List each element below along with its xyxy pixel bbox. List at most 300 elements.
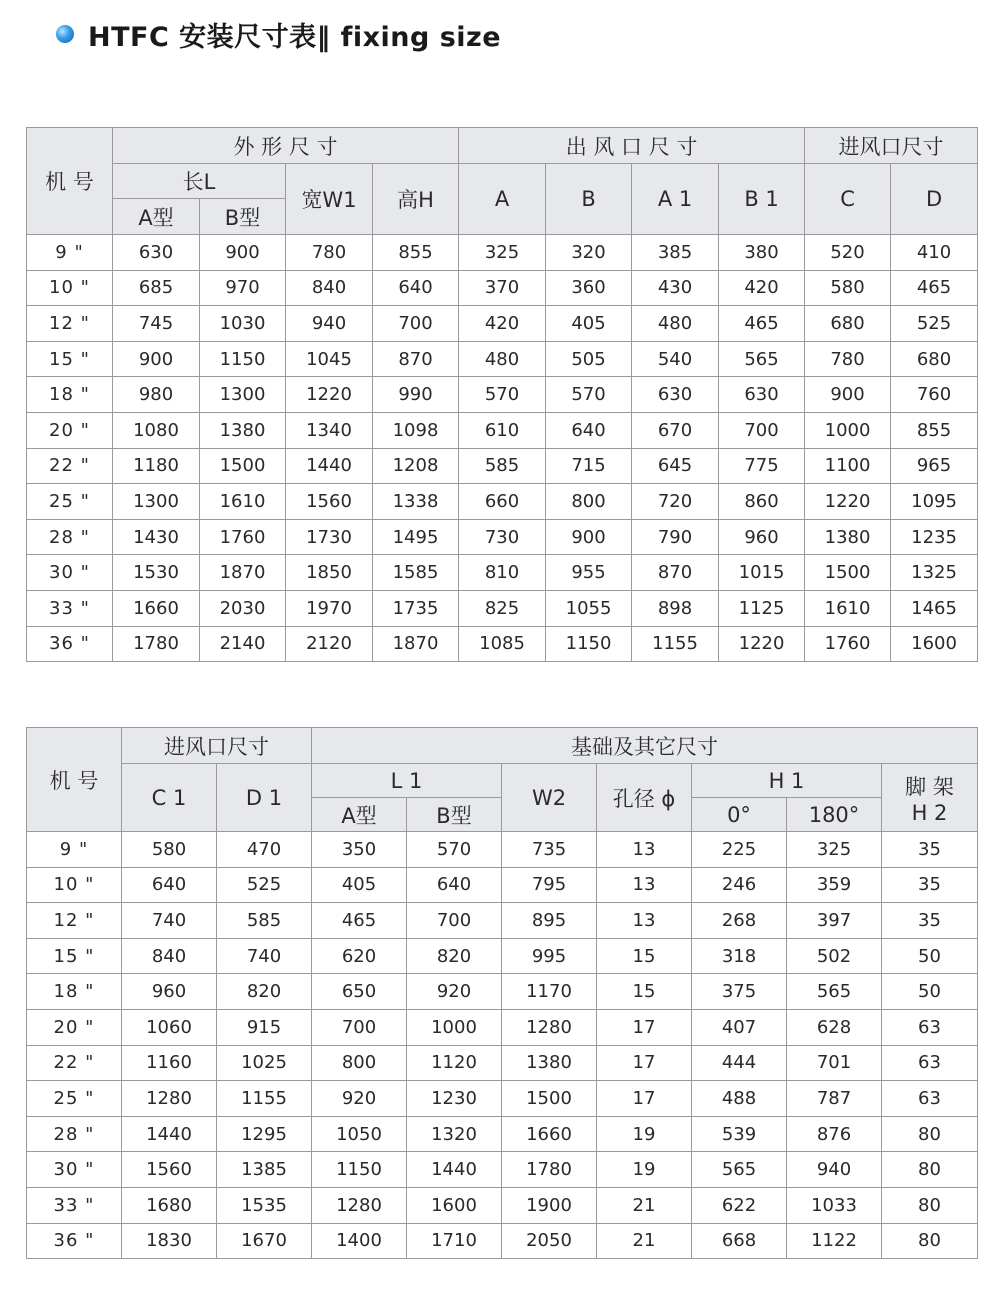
table-row: [27, 555, 978, 591]
machine-no-cell: 33 ": [27, 590, 113, 626]
header-outer-size: 外 形 尺 寸: [113, 128, 459, 164]
table-cell: 915: [217, 1009, 312, 1045]
machine-no-cell: 28 ": [27, 1116, 122, 1152]
table-cell: 1325: [891, 555, 978, 591]
table-cell: 1160: [122, 1045, 217, 1081]
table-cell: 990: [373, 377, 459, 413]
table-cell: 920: [407, 974, 502, 1010]
table-cell: 80: [882, 1187, 978, 1223]
table-cell: 1585: [373, 555, 459, 591]
table-cell: 430: [632, 270, 719, 306]
table-cell: 700: [373, 306, 459, 342]
table-cell: 1280: [312, 1187, 407, 1223]
table-cell: 1440: [286, 448, 373, 484]
table-cell: 1500: [805, 555, 891, 591]
table-cell: 1710: [407, 1223, 502, 1259]
table-cell: 1000: [805, 412, 891, 448]
table-row: [27, 590, 978, 626]
table-cell: 787: [787, 1081, 882, 1117]
table-cell: 1440: [122, 1116, 217, 1152]
table-cell: 35: [882, 903, 978, 939]
table-cell: 15: [597, 974, 692, 1010]
table-cell: 539: [692, 1116, 787, 1152]
table-cell: 1900: [502, 1187, 597, 1223]
table-cell: 1660: [502, 1116, 597, 1152]
table-cell: 900: [546, 519, 632, 555]
table-cell: 640: [407, 867, 502, 903]
header-height: 高H: [373, 164, 459, 235]
header-d: D: [891, 164, 978, 235]
table-row: [27, 412, 978, 448]
table-cell: 1170: [502, 974, 597, 1010]
table-cell: 465: [719, 306, 805, 342]
table-cell: 397: [787, 903, 882, 939]
table-cell: 1560: [122, 1152, 217, 1188]
table-cell: 35: [882, 867, 978, 903]
fixing-size-table-2: [26, 727, 978, 1259]
table-cell: 955: [546, 555, 632, 591]
table-row: [27, 270, 978, 306]
table-cell: 35: [882, 832, 978, 868]
table-row: [27, 1009, 978, 1045]
table-cell: 1150: [312, 1152, 407, 1188]
table-cell: 444: [692, 1045, 787, 1081]
table-cell: 1295: [217, 1116, 312, 1152]
table-cell: 2140: [200, 626, 286, 662]
table-cell: 1045: [286, 341, 373, 377]
table-cell: 1030: [200, 306, 286, 342]
table-cell: 630: [632, 377, 719, 413]
table-cell: 1500: [502, 1081, 597, 1117]
table-cell: 360: [546, 270, 632, 306]
table-cell: 715: [546, 448, 632, 484]
table-row: [27, 974, 978, 1010]
table-cell: 63: [882, 1045, 978, 1081]
table-cell: 63: [882, 1009, 978, 1045]
machine-no-cell: 18 ": [27, 377, 113, 413]
header-length: 长L: [113, 164, 286, 199]
header-foundation-size: 基础及其它尺寸: [312, 728, 978, 764]
table-row: [27, 341, 978, 377]
table-cell: 246: [692, 867, 787, 903]
header-a: A: [459, 164, 546, 235]
table-cell: 488: [692, 1081, 787, 1117]
table-cell: 870: [632, 555, 719, 591]
table-cell: 630: [113, 235, 200, 271]
table-1-body: [27, 235, 978, 662]
table-cell: 1098: [373, 412, 459, 448]
table-cell: 1095: [891, 484, 978, 520]
table-row: [27, 1187, 978, 1223]
table-cell: 870: [373, 341, 459, 377]
header-d1: D 1: [217, 764, 312, 832]
table-cell: 940: [787, 1152, 882, 1188]
table-cell: 650: [312, 974, 407, 1010]
header-type-b: B型: [200, 199, 286, 235]
table-cell: 470: [217, 832, 312, 868]
table-cell: 1220: [286, 377, 373, 413]
table-cell: 1155: [632, 626, 719, 662]
table-row: [27, 832, 978, 868]
table-cell: 570: [546, 377, 632, 413]
table-cell: 680: [805, 306, 891, 342]
table-cell: 1050: [312, 1116, 407, 1152]
table-cell: 1120: [407, 1045, 502, 1081]
table-cell: 740: [122, 903, 217, 939]
table-cell: 900: [805, 377, 891, 413]
table-cell: 21: [597, 1187, 692, 1223]
table-cell: 680: [891, 341, 978, 377]
header-inlet-size: 进风口尺寸: [122, 728, 312, 764]
table-cell: 1338: [373, 484, 459, 520]
table-cell: 800: [312, 1045, 407, 1081]
table-cell: 420: [719, 270, 805, 306]
table-cell: 505: [546, 341, 632, 377]
table-cell: 800: [546, 484, 632, 520]
table-row: [27, 235, 978, 271]
machine-no-cell: 10 ": [27, 867, 122, 903]
table-cell: 325: [787, 832, 882, 868]
table-cell: 645: [632, 448, 719, 484]
table-cell: 1208: [373, 448, 459, 484]
table-cell: 13: [597, 903, 692, 939]
table-cell: 520: [805, 235, 891, 271]
table-cell: 898: [632, 590, 719, 626]
table-cell: 480: [632, 306, 719, 342]
table-cell: 1670: [217, 1223, 312, 1259]
table-cell: 1830: [122, 1223, 217, 1259]
table-cell: 1385: [217, 1152, 312, 1188]
table-cell: 820: [407, 938, 502, 974]
table-cell: 668: [692, 1223, 787, 1259]
table-cell: 1610: [805, 590, 891, 626]
machine-no-cell: 15 ": [27, 938, 122, 974]
table-cell: 17: [597, 1009, 692, 1045]
table-cell: 840: [286, 270, 373, 306]
table-cell: 965: [891, 448, 978, 484]
table-cell: 17: [597, 1045, 692, 1081]
table-cell: 80: [882, 1116, 978, 1152]
table-cell: 1600: [891, 626, 978, 662]
fixing-size-table-1: [26, 127, 978, 662]
table-cell: 1080: [113, 412, 200, 448]
table-cell: 1870: [200, 555, 286, 591]
table-cell: 740: [217, 938, 312, 974]
table-cell: 610: [459, 412, 546, 448]
table-cell: 2030: [200, 590, 286, 626]
table-cell: 1735: [373, 590, 459, 626]
table-cell: 1300: [200, 377, 286, 413]
table-cell: 825: [459, 590, 546, 626]
table-cell: 630: [719, 377, 805, 413]
machine-no-cell: 33 ": [27, 1187, 122, 1223]
table-cell: 780: [286, 235, 373, 271]
header-c1: C 1: [122, 764, 217, 832]
table-cell: 1155: [217, 1081, 312, 1117]
table-cell: 1220: [805, 484, 891, 520]
table-cell: 17: [597, 1081, 692, 1117]
table-row: [27, 377, 978, 413]
table-cell: 380: [719, 235, 805, 271]
table-cell: 745: [113, 306, 200, 342]
table-cell: 1500: [200, 448, 286, 484]
table-cell: 19: [597, 1116, 692, 1152]
header-hole-diameter: 孔径 ϕ: [597, 764, 692, 832]
table-cell: 995: [502, 938, 597, 974]
table-row: [27, 484, 978, 520]
table-cell: 622: [692, 1187, 787, 1223]
table-cell: 565: [787, 974, 882, 1010]
machine-no-cell: 12 ": [27, 306, 113, 342]
table-cell: 1850: [286, 555, 373, 591]
machine-no-cell: 36 ": [27, 1223, 122, 1259]
table-cell: 350: [312, 832, 407, 868]
header-machine-no: 机 号: [27, 728, 122, 832]
table-cell: 855: [891, 412, 978, 448]
table-row: [27, 1152, 978, 1188]
table-cell: 700: [407, 903, 502, 939]
machine-no-cell: 9 ": [27, 832, 122, 868]
table-cell: 1380: [502, 1045, 597, 1081]
table-cell: 701: [787, 1045, 882, 1081]
table-cell: 405: [546, 306, 632, 342]
bullet-icon: [56, 25, 74, 43]
table-row: [27, 1116, 978, 1152]
table-cell: 1300: [113, 484, 200, 520]
table-cell: 570: [459, 377, 546, 413]
table-cell: 720: [632, 484, 719, 520]
machine-no-cell: 18 ": [27, 974, 122, 1010]
table-cell: 1025: [217, 1045, 312, 1081]
table-cell: 780: [805, 341, 891, 377]
table-cell: 775: [719, 448, 805, 484]
table-cell: 1970: [286, 590, 373, 626]
table-cell: 1280: [122, 1081, 217, 1117]
table-row: [27, 1081, 978, 1117]
table-2-body: [27, 832, 978, 1259]
table-cell: 1760: [805, 626, 891, 662]
table-cell: 1380: [805, 519, 891, 555]
table-cell: 21: [597, 1223, 692, 1259]
table-cell: 640: [546, 412, 632, 448]
table-cell: 840: [122, 938, 217, 974]
table-row: [27, 519, 978, 555]
table-cell: 1400: [312, 1223, 407, 1259]
table-cell: 700: [719, 412, 805, 448]
table-cell: 465: [891, 270, 978, 306]
table-cell: 1680: [122, 1187, 217, 1223]
page-title-text: HTFC 安装尺寸表‖ fixing size: [88, 21, 502, 53]
table-cell: 50: [882, 974, 978, 1010]
table-cell: 670: [632, 412, 719, 448]
table-cell: 1780: [502, 1152, 597, 1188]
table-cell: 1280: [502, 1009, 597, 1045]
table-cell: 1340: [286, 412, 373, 448]
machine-no-cell: 36 ": [27, 626, 113, 662]
table-cell: 540: [632, 341, 719, 377]
table-cell: 580: [805, 270, 891, 306]
table-cell: 1220: [719, 626, 805, 662]
table-cell: 1465: [891, 590, 978, 626]
table-cell: 80: [882, 1223, 978, 1259]
table-cell: 225: [692, 832, 787, 868]
table-cell: 1055: [546, 590, 632, 626]
header-type-a: A型: [312, 798, 407, 832]
table-cell: 940: [286, 306, 373, 342]
table-row: [27, 867, 978, 903]
table-cell: 1230: [407, 1081, 502, 1117]
table-cell: 735: [502, 832, 597, 868]
table-cell: 580: [122, 832, 217, 868]
table-cell: 420: [459, 306, 546, 342]
table-cell: 480: [459, 341, 546, 377]
table-cell: 407: [692, 1009, 787, 1045]
header-h2: H 2: [911, 800, 948, 825]
header-inlet-size: 进风口尺寸: [805, 128, 978, 164]
header-foot-h2: [882, 764, 978, 832]
table-cell: 502: [787, 938, 882, 974]
table-cell: 13: [597, 832, 692, 868]
table-cell: 790: [632, 519, 719, 555]
table-row: [27, 938, 978, 974]
machine-no-cell: 20 ": [27, 412, 113, 448]
table-cell: 1125: [719, 590, 805, 626]
table-cell: 585: [217, 903, 312, 939]
table-cell: 730: [459, 519, 546, 555]
table-row: [27, 448, 978, 484]
table-cell: 585: [459, 448, 546, 484]
table-cell: 50: [882, 938, 978, 974]
table-cell: 410: [891, 235, 978, 271]
table-cell: 2120: [286, 626, 373, 662]
table-cell: 525: [217, 867, 312, 903]
table-cell: 960: [122, 974, 217, 1010]
machine-no-cell: 22 ": [27, 448, 113, 484]
table-cell: 640: [122, 867, 217, 903]
table-cell: 325: [459, 235, 546, 271]
table-cell: 980: [113, 377, 200, 413]
table-cell: 1730: [286, 519, 373, 555]
table-cell: 1320: [407, 1116, 502, 1152]
machine-no-cell: 9 ": [27, 235, 113, 271]
machine-no-cell: 30 ": [27, 1152, 122, 1188]
table-cell: 13: [597, 867, 692, 903]
table-cell: 525: [891, 306, 978, 342]
header-type-b: B型: [407, 798, 502, 832]
machine-no-cell: 25 ": [27, 1081, 122, 1117]
table-cell: 375: [692, 974, 787, 1010]
table-cell: 1440: [407, 1152, 502, 1188]
table-cell: 1430: [113, 519, 200, 555]
table-cell: 1180: [113, 448, 200, 484]
table-cell: 810: [459, 555, 546, 591]
table-cell: 1560: [286, 484, 373, 520]
table-cell: 860: [719, 484, 805, 520]
machine-no-cell: 28 ": [27, 519, 113, 555]
table-row: [27, 626, 978, 662]
table-cell: 820: [217, 974, 312, 1010]
table-cell: 1085: [459, 626, 546, 662]
table-cell: 1015: [719, 555, 805, 591]
header-h1: H 1: [692, 764, 882, 798]
table-cell: 1380: [200, 412, 286, 448]
table-cell: 628: [787, 1009, 882, 1045]
table-cell: 320: [546, 235, 632, 271]
machine-no-cell: 30 ": [27, 555, 113, 591]
table-cell: 565: [692, 1152, 787, 1188]
table-cell: 405: [312, 867, 407, 903]
table-row: [27, 903, 978, 939]
header-l1: L 1: [312, 764, 502, 798]
machine-no-cell: 20 ": [27, 1009, 122, 1045]
header-deg-180: 180°: [787, 798, 882, 832]
header-outlet-size: 出 风 口 尺 寸: [459, 128, 805, 164]
table-cell: 855: [373, 235, 459, 271]
header-type-a: A型: [113, 199, 200, 235]
table-row: [27, 306, 978, 342]
table-cell: 900: [200, 235, 286, 271]
table-cell: 1033: [787, 1187, 882, 1223]
table-cell: 640: [373, 270, 459, 306]
table-cell: 318: [692, 938, 787, 974]
machine-no-cell: 25 ": [27, 484, 113, 520]
table-cell: 1235: [891, 519, 978, 555]
table-cell: 970: [200, 270, 286, 306]
table-cell: 1150: [200, 341, 286, 377]
table-cell: 2050: [502, 1223, 597, 1259]
table-cell: 565: [719, 341, 805, 377]
table-cell: 1100: [805, 448, 891, 484]
table-cell: 1535: [217, 1187, 312, 1223]
table-cell: 370: [459, 270, 546, 306]
table-cell: 1060: [122, 1009, 217, 1045]
table-cell: 685: [113, 270, 200, 306]
table-cell: 620: [312, 938, 407, 974]
table-cell: 359: [787, 867, 882, 903]
header-machine-no: 机 号: [27, 128, 113, 235]
table-cell: 660: [459, 484, 546, 520]
table-cell: 1660: [113, 590, 200, 626]
header-a1: A 1: [632, 164, 719, 235]
header-width: 宽W1: [286, 164, 373, 235]
machine-no-cell: 15 ": [27, 341, 113, 377]
table-cell: 268: [692, 903, 787, 939]
table-row: [27, 1045, 978, 1081]
header-foot: 脚 架: [905, 774, 954, 799]
table-cell: 1495: [373, 519, 459, 555]
table-cell: 465: [312, 903, 407, 939]
table-cell: 1870: [373, 626, 459, 662]
table-cell: 1150: [546, 626, 632, 662]
header-b: B: [546, 164, 632, 235]
table-cell: 1000: [407, 1009, 502, 1045]
table-cell: 920: [312, 1081, 407, 1117]
machine-no-cell: 12 ": [27, 903, 122, 939]
table-cell: 19: [597, 1152, 692, 1188]
table-row: [27, 1223, 978, 1259]
machine-no-cell: 22 ": [27, 1045, 122, 1081]
table-cell: 795: [502, 867, 597, 903]
table-cell: 15: [597, 938, 692, 974]
header-deg-0: 0°: [692, 798, 787, 832]
table-cell: 1780: [113, 626, 200, 662]
table-cell: 1122: [787, 1223, 882, 1259]
table-cell: 900: [113, 341, 200, 377]
header-b1: B 1: [719, 164, 805, 235]
table-cell: 1610: [200, 484, 286, 520]
table-cell: 1760: [200, 519, 286, 555]
table-cell: 700: [312, 1009, 407, 1045]
